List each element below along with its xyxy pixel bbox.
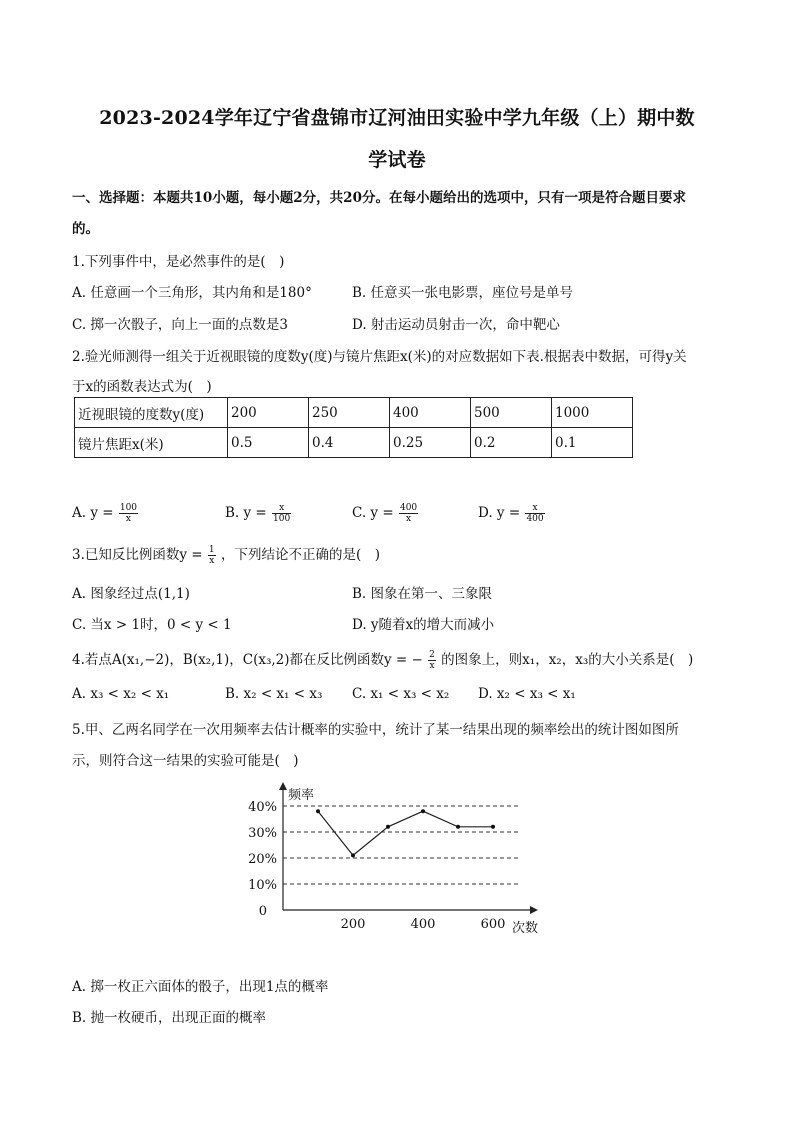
q1-option-a: A. 任意画一个三角形，其内角和是180°: [72, 285, 312, 301]
question-2-stem-line2: 于x的函数表达式为( ): [72, 379, 212, 395]
q3-option-c: C. 当x > 1时，0 < y < 1: [72, 617, 232, 633]
q2-option-a-prefix: A. y =: [72, 505, 114, 521]
q2-data-table: [74, 397, 633, 458]
q4-option-a: A. x₃ < x₂ < x₁: [72, 686, 170, 702]
data-point: [491, 825, 495, 829]
fraction-denominator: 100: [273, 514, 291, 524]
table-row-label-focal: 镜片焦距x(米): [75, 428, 228, 458]
section-heading-line2: 的。: [72, 221, 99, 237]
section-heading-line1: 一、选择题：本题共10小题，每小题2分，共20分。在每小题给出的选项中，只有一项是符合题目要求: [72, 190, 686, 206]
q2-option-b-fraction: [272, 503, 291, 524]
q3-option-b: B. 图象在第一、三象限: [352, 586, 493, 602]
question-1-stem: 1.下列事件中，是必然事件的是( ): [72, 254, 285, 270]
exam-title-line2: 学试卷: [368, 149, 426, 171]
question-4-stem: [72, 648, 693, 671]
q3-stem-suffix: ，下列结论不正确的是( ): [220, 547, 380, 563]
q3-stem-fraction: [208, 545, 216, 566]
y-tick-label: 40%: [248, 800, 277, 815]
fraction-numerator: 2: [429, 650, 435, 660]
fraction-numerator: 100: [119, 503, 138, 513]
table-cell: 200: [228, 398, 309, 428]
q5-option-a: A. 掷一枚正六面体的骰子，出现1点的概率: [72, 979, 329, 995]
table-cell: 0.4: [309, 428, 390, 458]
data-point: [386, 825, 390, 829]
fraction-denominator: x: [429, 661, 435, 671]
q2-option-b: [225, 503, 292, 524]
q3-option-d: D. y随着x的增大而减小: [352, 617, 495, 633]
fraction-denominator: x: [125, 514, 131, 524]
fraction-numerator: 1: [208, 545, 215, 555]
table-cell: 1000: [552, 398, 633, 428]
q1-option-d: D. 射击运动员射击一次，命中靶心: [352, 317, 560, 333]
y-axis-label: 频率: [288, 788, 315, 803]
x-tick-label: 400: [410, 917, 436, 932]
table-cell: 0.5: [228, 428, 309, 458]
exam-title-line1: 2023-2024学年辽宁省盘锦市辽河油田实验中学九年级（上）期中数: [99, 107, 695, 129]
question-5-stem-line2: 示，则符合这一结果的实验可能是( ): [72, 753, 299, 769]
origin-label: 0: [258, 904, 267, 919]
data-point: [316, 809, 320, 813]
q5-option-b: B. 抛一枚硬币，出现正面的概率: [72, 1010, 267, 1026]
fraction-denominator: 400: [526, 514, 544, 524]
q4-option-c: C. x₁ < x₃ < x₂: [352, 686, 450, 702]
table-cell: 0.1: [552, 428, 633, 458]
q4-option-d: D. x₂ < x₃ < x₁: [478, 686, 576, 702]
q2-option-a-fraction: [119, 503, 138, 524]
q2-option-c: [352, 503, 419, 524]
y-tick-label: 20%: [248, 852, 277, 867]
data-point: [351, 853, 355, 857]
fraction-numerator: x: [272, 503, 291, 514]
table-cell: 500: [471, 398, 552, 428]
series-line: [318, 811, 493, 855]
y-axis-arrow: [279, 782, 287, 790]
q1-option-c: C. 掷一次骰子，向上一面的点数是3: [72, 317, 289, 333]
q2-option-d-prefix: D. y =: [478, 505, 521, 521]
table-cell: 0.25: [390, 428, 471, 458]
q1-option-b: B. 任意买一张电影票，座位号是单号: [352, 285, 574, 301]
fraction-numerator: x: [525, 503, 544, 514]
question-3-stem: [72, 543, 380, 566]
q3-option-a: A. 图象经过点(1,1): [72, 586, 190, 602]
y-tick-label: 30%: [248, 826, 277, 841]
x-tick-label: 200: [340, 917, 366, 932]
table-cell: 250: [309, 398, 390, 428]
q2-option-b-prefix: B. y =: [225, 505, 267, 521]
q2-option-a: [72, 503, 139, 524]
table-row-label-degrees: 近视眼镜的度数y(度): [75, 398, 228, 428]
q2-option-c-fraction: [399, 503, 418, 524]
q4-stem-fraction: [428, 650, 436, 671]
table-row: [75, 428, 633, 458]
q3-stem-prefix: 3.已知反比例函数y =: [72, 547, 203, 563]
q4-stem-prefix: 4.若点A(x₁,−2)，B(x₂,1)，C(x₃,2)都在反比例函数y = −: [72, 652, 423, 668]
fraction-numerator: 400: [399, 503, 418, 513]
x-axis-arrow: [530, 906, 538, 914]
y-tick-label: 10%: [248, 878, 277, 893]
x-tick-label: 600: [480, 917, 506, 932]
table-cell: 0.2: [471, 428, 552, 458]
table-row: [75, 398, 633, 428]
q2-option-c-prefix: C. y =: [352, 505, 394, 521]
frequency-line-chart: [240, 778, 560, 943]
fraction-denominator: x: [209, 556, 215, 566]
question-2-stem-line1: 2.验光师测得一组关于近视眼镜的度数y(度)与镜片焦距x(米)的对应数据如下表.根据表中数据，可得y关: [72, 349, 687, 365]
fraction-denominator: x: [406, 514, 412, 524]
q4-stem-suffix: 的图象上，则x₁，x₂，x₃的大小关系是( ): [441, 652, 694, 668]
q4-option-b: B. x₂ < x₁ < x₃: [225, 686, 323, 702]
x-axis-label: 次数: [512, 921, 539, 936]
table-cell: 400: [390, 398, 471, 428]
q2-option-d: [478, 503, 546, 524]
data-point: [456, 825, 460, 829]
q2-option-d-fraction: [525, 503, 544, 524]
data-point: [421, 809, 425, 813]
question-5-stem-line1: 5.甲、乙两名同学在一次用频率去估计概率的实验中，统计了某一结果出现的频率绘出的统计图如图所: [72, 722, 679, 738]
